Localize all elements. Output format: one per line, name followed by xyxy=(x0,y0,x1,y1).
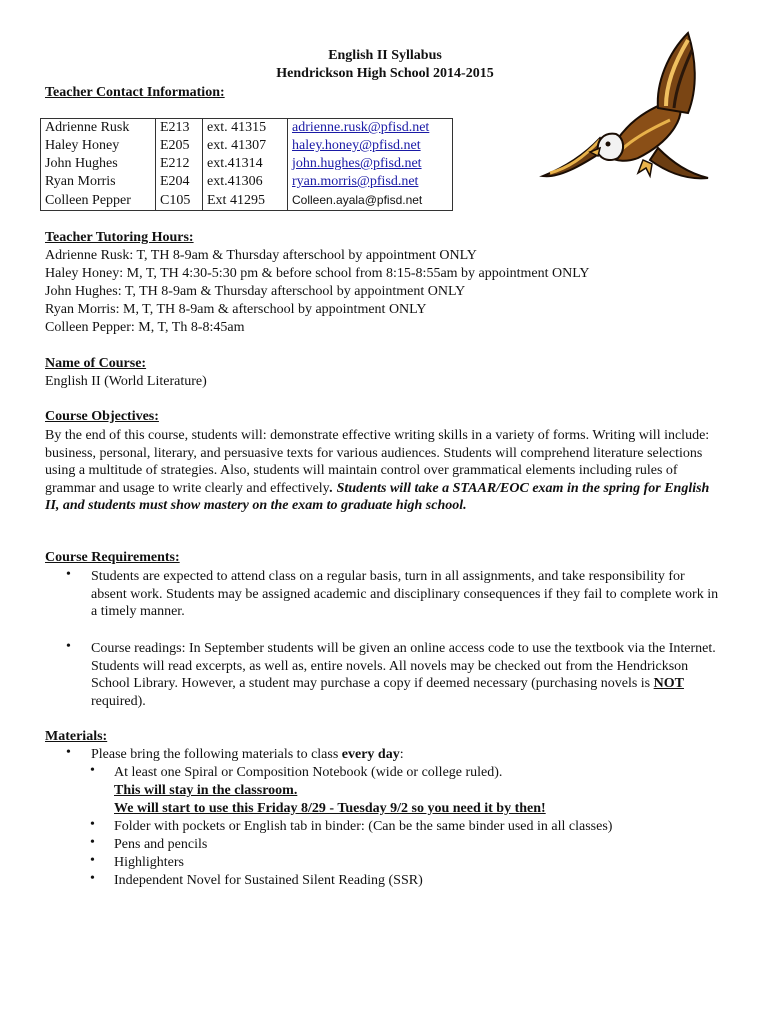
objectives-text: By the end of this course, students will: demonstrate effective writing skills in a variety of forms. Writing will include: business, personal, literary, and persuasive texts for various audiences. Students will comprehend literature selections using a multitude of strategies. Also, students will maintain control over grammatical elements including rules of grammar and usage to write clearly and effectively. Students will take a STAAR/EOC exam in the spring for English II, and students must show mastery on the exam to graduate high school. xyxy=(45,428,710,514)
requirement-readings: Course readings: In September students will be given an online access code to use the textbook via the Internet. Students will read excerpts, as well as, entire novels. All novels may be checked out from the Hendrickson School Library. However, a student may purchase a copy if deemed necessary (purchasing novels is NOT required). xyxy=(91,641,716,709)
bullet-icon: • xyxy=(90,835,95,850)
phone-extension: ext. 41307 xyxy=(207,138,267,153)
teacher-name: Adrienne Rusk xyxy=(45,120,130,135)
phone-extension: ext.41314 xyxy=(207,156,263,171)
hawk-mascot-icon xyxy=(538,28,738,198)
tutoring-heading: Teacher Tutoring Hours: xyxy=(45,230,194,245)
course-name-heading: Name of Course: xyxy=(45,356,147,371)
contact-heading: Teacher Contact Information: xyxy=(45,85,225,100)
bullet-icon: • xyxy=(66,745,71,760)
requirement-attendance: Students are expected to attend class on a regular basis, turn in all assignments, and take responsibility for absent work. Students may be assigned academic and disciplinary consequences if they fail to complete work in a timely manner. xyxy=(91,569,719,620)
tutoring-line: Haley Honey: M, T, TH 4:30-5:30 pm & before school from 8:15-8:55am by appointment ONLY xyxy=(45,266,590,281)
tutoring-line: Adrienne Rusk: T, TH 8-9am & Thursday afterschool by appointment ONLY xyxy=(45,248,477,263)
contact-row xyxy=(41,137,453,155)
teacher-name: John Hughes xyxy=(45,156,118,171)
materials-heading: Materials: xyxy=(45,729,108,744)
email-link[interactable]: adrienne.rusk@pfisd.net xyxy=(292,120,430,135)
email-link[interactable]: john.hughes@pfisd.net xyxy=(292,156,422,171)
room-number: E205 xyxy=(160,138,190,153)
contact-row xyxy=(41,119,453,138)
email-link: Colleen.ayala@pfisd.net xyxy=(292,193,423,207)
room-number: E212 xyxy=(160,156,190,171)
phone-extension: ext. 41315 xyxy=(207,120,267,135)
contact-row xyxy=(41,191,453,211)
school-year-subtitle: Hendrickson High School 2014-2015 xyxy=(276,66,494,81)
teacher-name: Ryan Morris xyxy=(45,174,116,189)
objectives-heading: Course Objectives: xyxy=(45,409,159,424)
notebook-stay-note: This will stay in the classroom. xyxy=(114,783,298,798)
notebook-start-note: We will start to use this Friday 8/29 - Tuesday 9/2 so you need it by then! xyxy=(114,801,546,816)
bullet-icon: • xyxy=(90,763,95,778)
staar-requirement-note: . Students will take a STAAR/EOC exam in the spring for English II, and students must show mastery on the exam to graduate high school. xyxy=(45,480,710,514)
room-number: C105 xyxy=(160,192,191,208)
materials-intro: Please bring the following materials to class every day: xyxy=(91,747,404,762)
material-folder: Folder with pockets or English tab in binder: (Can be the same binder used in all classes) xyxy=(114,819,613,834)
teacher-name: Colleen Pepper xyxy=(45,192,131,208)
material-pens: Pens and pencils xyxy=(114,837,208,852)
teacher-name: Haley Honey xyxy=(45,138,120,153)
email-link[interactable]: ryan.morris@pfisd.net xyxy=(292,174,419,189)
bullet-icon: • xyxy=(66,567,71,582)
material-highlighters: Highlighters xyxy=(114,855,184,870)
phone-extension: ext.41306 xyxy=(207,174,263,189)
contact-table xyxy=(40,118,453,211)
bullet-icon: • xyxy=(90,853,95,868)
bullet-icon: • xyxy=(66,639,71,654)
bullet-icon: • xyxy=(90,871,95,886)
contact-row xyxy=(41,155,453,173)
material-novel: Independent Novel for Sustained Silent Reading (SSR) xyxy=(114,873,423,888)
room-number: E213 xyxy=(160,120,190,135)
contact-row xyxy=(41,173,453,191)
material-notebook: At least one Spiral or Composition Notebook (wide or college ruled). xyxy=(114,765,503,780)
document-title: English II Syllabus xyxy=(328,48,442,63)
tutoring-line: Colleen Pepper: M, T, Th 8-8:45am xyxy=(45,320,245,335)
email-link[interactable]: haley.honey@pfisd.net xyxy=(292,138,421,153)
course-name: English II (World Literature) xyxy=(45,374,207,389)
bullet-icon: • xyxy=(90,817,95,832)
tutoring-line: John Hughes: T, TH 8-9am & Thursday afterschool by appointment ONLY xyxy=(45,284,466,299)
phone-extension: Ext 41295 xyxy=(207,192,265,208)
requirements-heading: Course Requirements: xyxy=(45,550,180,565)
tutoring-line: Ryan Morris: M, T, TH 8-9am & afterschool by appointment ONLY xyxy=(45,302,427,317)
room-number: E204 xyxy=(160,174,190,189)
